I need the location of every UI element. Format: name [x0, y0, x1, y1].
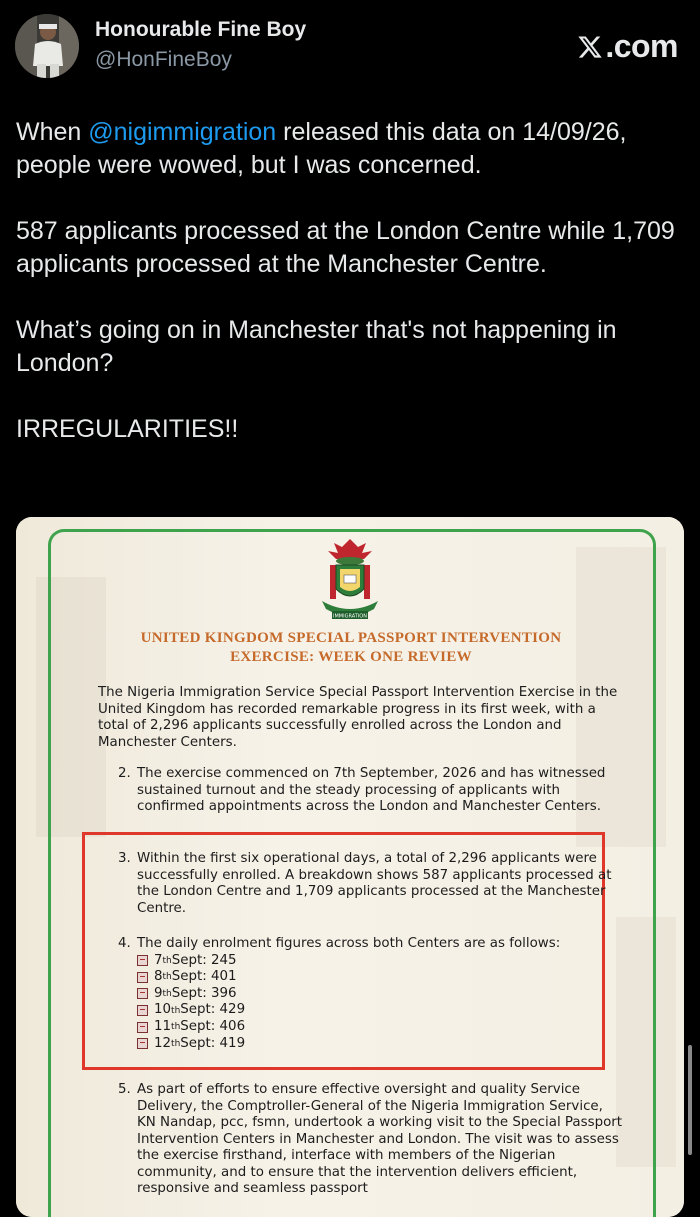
avatar[interactable] — [15, 14, 79, 78]
display-name[interactable]: Honourable Fine Boy — [95, 18, 307, 41]
bullet-icon — [137, 1005, 148, 1016]
tweet-header — [0, 0, 700, 100]
tweet-paragraph-3: What’s going on in Manchester that's not happening in London? — [16, 316, 617, 377]
scrollbar[interactable] — [688, 1045, 692, 1155]
coat-of-arms-icon — [312, 535, 388, 627]
bullet-icon — [137, 1038, 148, 1049]
document-intro: The Nigeria Immigration Service Special Passport Intervention Exercise in the United Kingdom has recorded remarkable progress in its first week, with a total of 2,296 applicants successfully enrolled across the London and Manchester Centers. — [98, 685, 618, 750]
bullet-icon — [137, 988, 148, 999]
list-item: 8 th Sept: 401 — [137, 969, 618, 986]
document-item-4: 4. The daily enrolment figures across both Centers are as follows: 7 th Sept: 245 8 th Sept: 401 9 th Sept: 396 10 th Sept: 429 11 th Sept: 406 12 th Sept: 419 — [118, 936, 618, 1052]
list-item: 7 th Sept: 245 — [137, 953, 618, 970]
document-item-5: 5. As part of efforts to ensure effective oversight and quality Service Delivery, the Comptroller-General of the Nigeria Immigration Service, KN Nandap, pcc, fsmn, undertook a working visit to the Special Passport Intervention Centers in Manchester and London. The visit was to assess the exercise firsthand, interface with members of the Nigerian community, and to ensure that the intervention delivers efficient, responsive and seamless passport — [118, 1082, 623, 1196]
crest-label: IMMIGRATION — [333, 613, 367, 620]
tweet-paragraph-1: When @nigimmigration released this data on 14/09/26, people were wowed, but I was concerned. — [16, 118, 627, 179]
daily-figures-list — [118, 953, 618, 1053]
document-item-2: 2. The exercise commenced on 7th September, 2026 and has witnessed sustained turnout and the steady processing of applicants with confirmed appointments across the London and Manchester Centers. — [118, 766, 606, 814]
document-title: UNITED KINGDOM SPECIAL PASSPORT INTERVENTION EXERCISE: WEEK ONE REVIEW — [140, 630, 562, 665]
list-item: 10 th Sept: 429 — [137, 1002, 618, 1019]
brand-domain: .com — [605, 28, 678, 64]
list-item: 9 th Sept: 396 — [137, 986, 618, 1003]
bullet-icon — [137, 972, 148, 983]
tweet-text — [16, 116, 684, 479]
attached-image[interactable] — [16, 517, 684, 1217]
x-logo — [577, 28, 678, 65]
tweet-paragraph-4: IRREGULARITIES!! — [16, 415, 239, 443]
list-item: 11 th Sept: 406 — [137, 1019, 618, 1036]
mention-link[interactable]: @nigimmigration — [88, 118, 277, 146]
bullet-icon — [137, 955, 148, 966]
x-icon — [577, 34, 603, 60]
document-item-3: 3. Within the first six operational days, a total of 2,296 applicants were successfully enrolled. A breakdown shows 587 applicants processed at the London Centre and 1,709 applicants processed at the Manchester Centre. — [118, 851, 612, 916]
user-handle[interactable]: @HonFineBoy — [95, 48, 232, 71]
list-item: 12 th Sept: 419 — [137, 1035, 618, 1052]
tweet-paragraph-2: 587 applicants processed at the London Centre while 1,709 applicants processed at the Manchester Centre. — [16, 217, 675, 278]
bullet-icon — [137, 1022, 148, 1033]
